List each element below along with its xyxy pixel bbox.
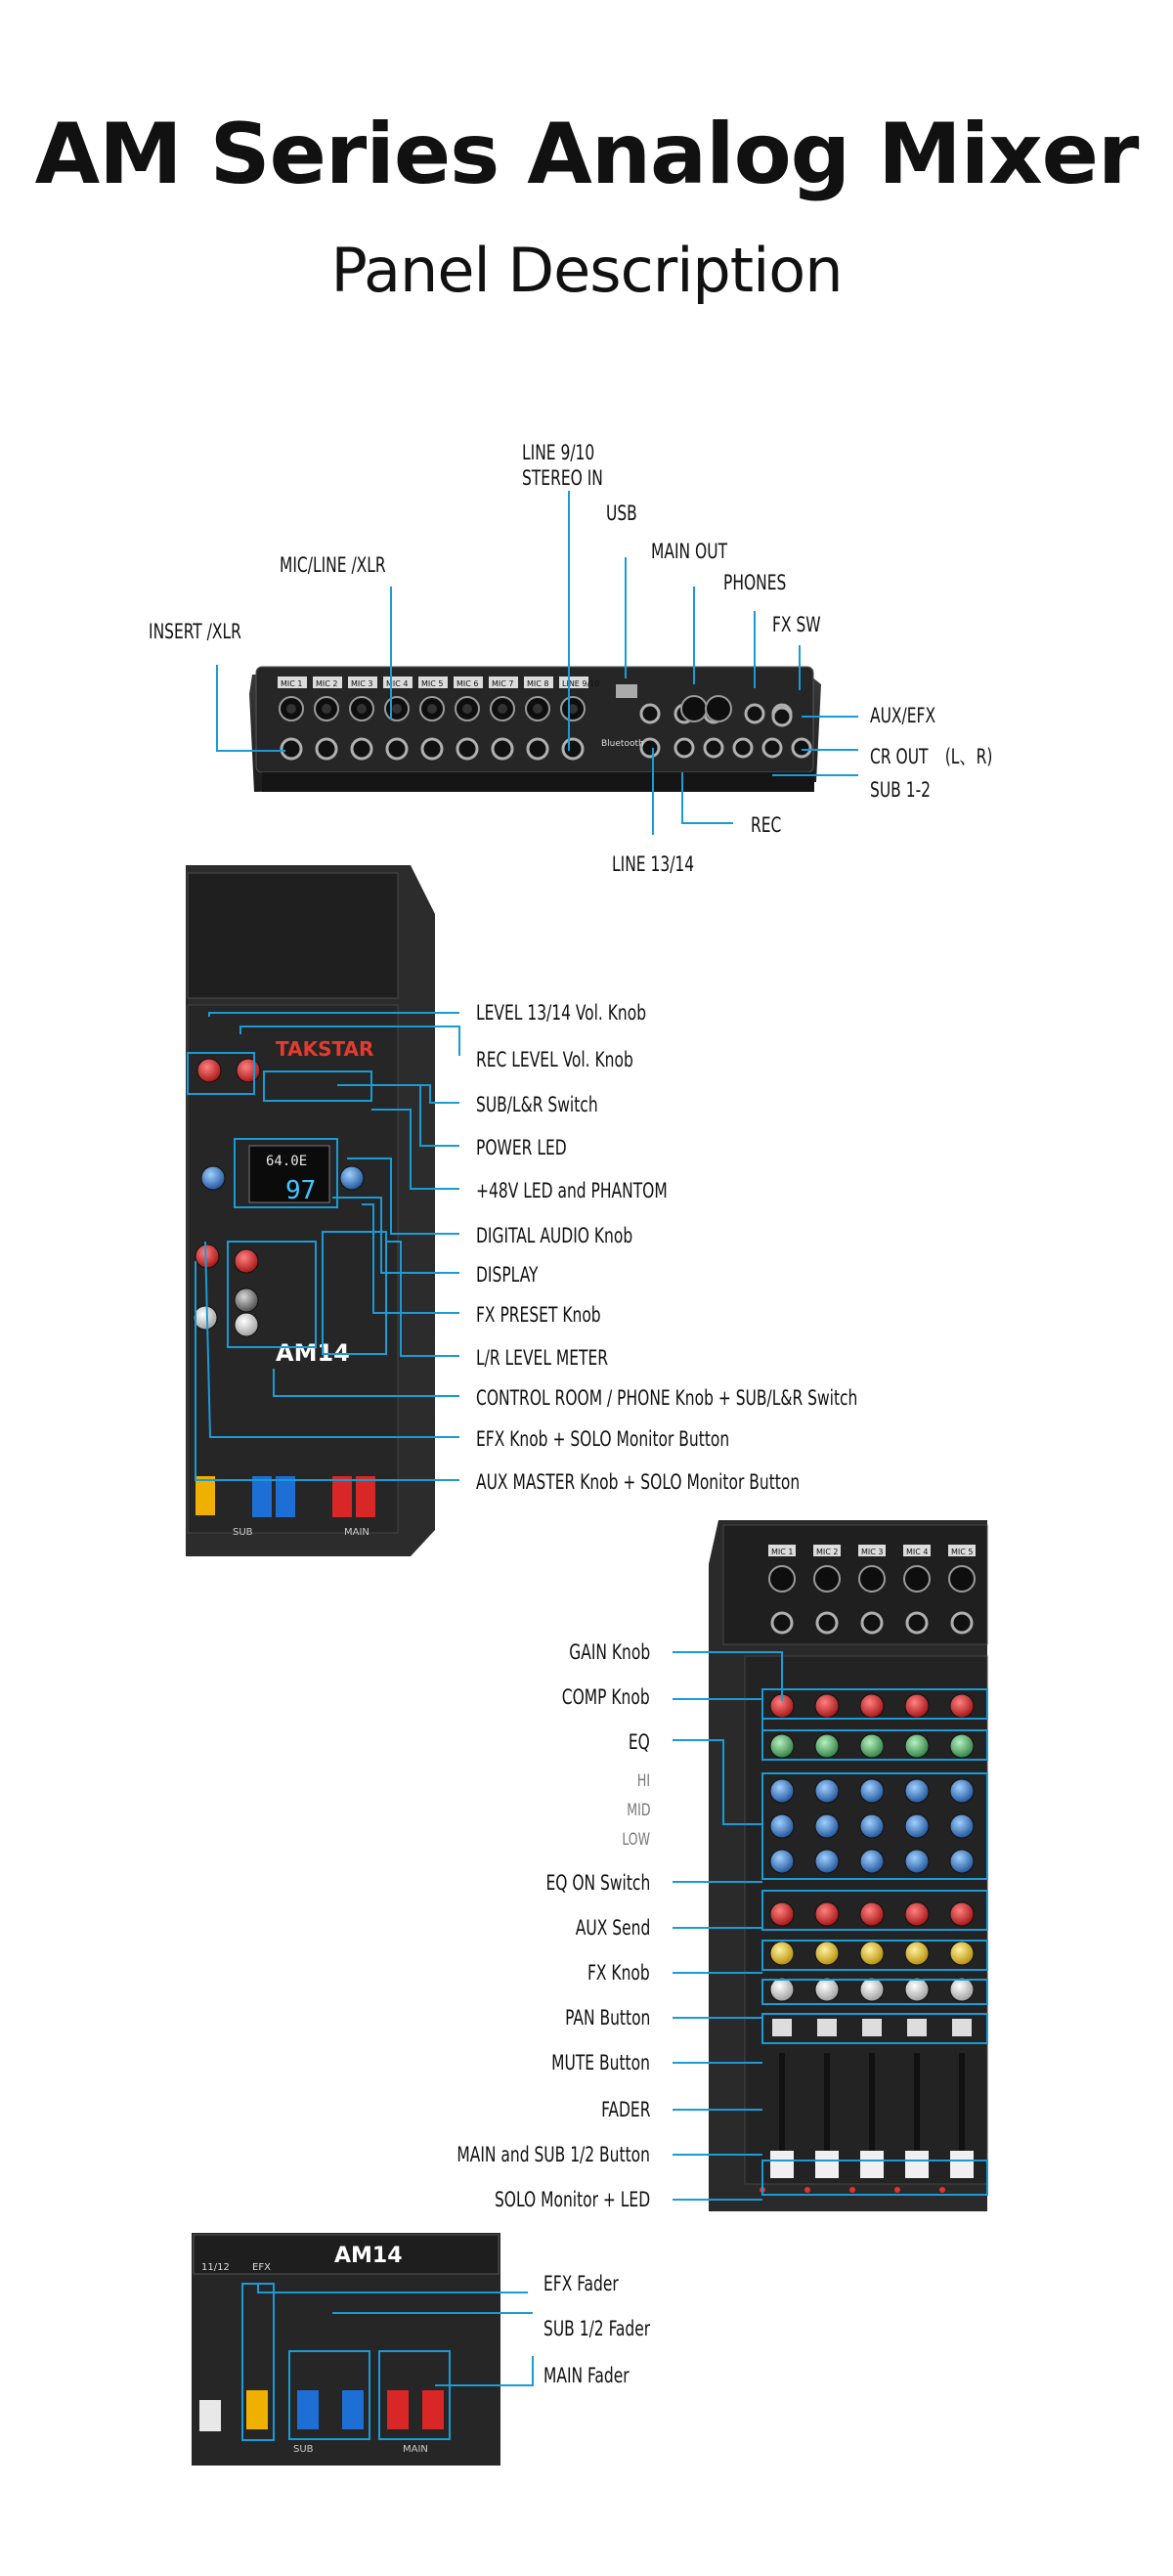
- label-efx-fader: EFX Fader: [543, 2272, 619, 2295]
- master-label-5: +48V LED and PHANTOM: [476, 1179, 668, 1202]
- channel-label-eq-on: EQ ON Switch: [545, 1871, 650, 1895]
- label-cr-out: CR OUT (L、R): [870, 745, 993, 768]
- svg-text:SUB: SUB: [233, 1527, 253, 1538]
- channel-label-pan: PAN Button: [564, 2006, 650, 2030]
- master-label-12: AUX MASTER Knob + SOLO Monitor Button: [476, 1470, 801, 1494]
- channel-label-mute: MUTE Button: [551, 2051, 650, 2074]
- label-fx-sw: FX SW: [772, 613, 821, 636]
- svg-text:SUB: SUB: [293, 2444, 314, 2455]
- jack-label: MIC 6: [456, 679, 479, 688]
- bluetooth-text: Bluetooth: [601, 739, 644, 749]
- fader-model-logo: AM14: [334, 2244, 403, 2268]
- channel-label-mid: MID: [626, 1801, 650, 1820]
- label-usb: USB: [606, 502, 637, 525]
- label-mic-line-xlr: MIC/LINE /XLR: [280, 553, 386, 577]
- display-top-text: 64.0E: [266, 1154, 308, 1169]
- brand-logo: TAKSTAR: [276, 1037, 374, 1061]
- label-aux-efx: AUX/EFX: [870, 704, 936, 727]
- master-label-4: POWER LED: [476, 1136, 567, 1159]
- jack-label: MIC 7: [492, 679, 514, 688]
- label-line1314: LINE 13/14: [612, 852, 695, 876]
- master-label-3: SUB/L&R Switch: [476, 1093, 598, 1116]
- jack-label: MIC 2: [316, 679, 338, 688]
- master-label-9: L/R LEVEL METER: [476, 1346, 609, 1370]
- master-label-2: REC LEVEL Vol. Knob: [476, 1048, 633, 1071]
- channel-label-eq: EQ: [629, 1730, 650, 1754]
- master-label-8: FX PRESET Knob: [476, 1303, 601, 1327]
- channel-label-gain: GAIN Knob: [569, 1640, 650, 1664]
- display-number: 97: [285, 1176, 317, 1205]
- master-label-7: DISPLAY: [476, 1263, 539, 1287]
- page-title: AM Series Analog Mixer: [34, 106, 1139, 203]
- master-label-1: LEVEL 13/14 Vol. Knob: [476, 1001, 647, 1025]
- svg-text:MAIN: MAIN: [403, 2444, 428, 2455]
- channel-label-fx: FX Knob: [587, 1961, 650, 1985]
- channel-tag-text: MIC 5: [951, 1548, 974, 1556]
- jack-label: MIC 8: [527, 679, 549, 688]
- channel-tag-text: MIC 2: [816, 1548, 839, 1556]
- label-main-out: MAIN OUT: [651, 540, 728, 563]
- model-logo: AM14: [276, 1339, 350, 1367]
- channel-tag-text: MIC 1: [771, 1548, 794, 1556]
- channel-tag-text: MIC 3: [861, 1548, 884, 1556]
- page-subtitle: Panel Description: [330, 235, 843, 306]
- channel-label-solo: SOLO Monitor + LED: [494, 2188, 650, 2211]
- jack-label: MIC 5: [421, 679, 444, 688]
- channel-label-low: LOW: [622, 1830, 650, 1850]
- channel-label-fader: FADER: [600, 2098, 650, 2121]
- label-insert-xlr: INSERT /XLR: [149, 620, 241, 643]
- tag-1112: 11/12: [201, 2262, 230, 2273]
- label-line-stereo-in: LINE 9/10 STEREO IN: [522, 441, 603, 490]
- label-sub-fader: SUB 1/2 Fader: [543, 2317, 651, 2340]
- master-label-6: DIGITAL AUDIO Knob: [476, 1224, 633, 1247]
- label-main-fader: MAIN Fader: [543, 2364, 630, 2387]
- svg-text:MAIN: MAIN: [344, 1527, 369, 1538]
- master-label-10: CONTROL ROOM / PHONE Knob + SUB/L&R Switch: [476, 1386, 858, 1410]
- jack-label: MIC 4: [386, 679, 409, 688]
- jack-label: MIC 3: [351, 679, 373, 688]
- channel-tag-text: MIC 4: [906, 1548, 929, 1556]
- channel-label-main-sub: MAIN and SUB 1/2 Button: [456, 2143, 650, 2166]
- jack-label: MIC 1: [281, 679, 303, 688]
- channel-label-comp: COMP Knob: [562, 1685, 650, 1709]
- master-label-11: EFX Knob + SOLO Monitor Button: [476, 1427, 730, 1451]
- channel-label-aux: AUX Send: [575, 1916, 650, 1940]
- fader-section-device: [192, 2233, 500, 2466]
- tag-efx: EFX: [252, 2262, 271, 2273]
- label-sub12: SUB 1-2: [870, 778, 932, 802]
- channel-label-hi: HI: [636, 1771, 650, 1791]
- label-rec: REC: [751, 813, 782, 837]
- jack-label: LINE 9/10: [562, 679, 600, 688]
- label-phones: PHONES: [723, 571, 787, 594]
